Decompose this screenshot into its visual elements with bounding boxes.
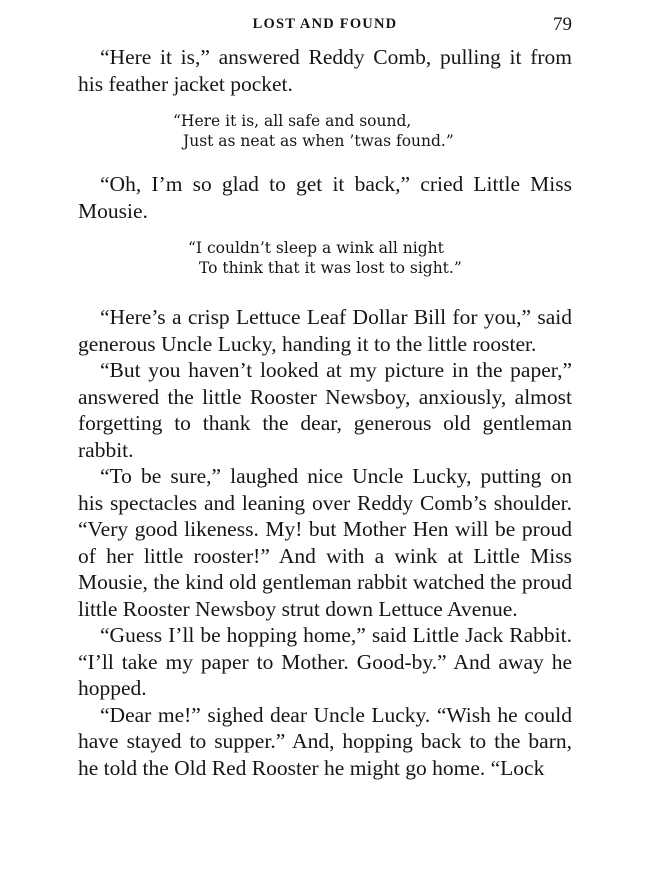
verse-line: Just as neat as when ’twas found.” bbox=[183, 132, 454, 150]
verse bbox=[78, 238, 572, 278]
verse bbox=[78, 111, 572, 151]
paragraph: “Oh, I’m so glad to get it back,” cried Little Miss Mousie. bbox=[78, 172, 572, 223]
verse-line: To think that it was lost to sight.” bbox=[199, 259, 462, 277]
running-head: LOST AND FOUND bbox=[252, 16, 398, 32]
paragraph: “Dear me!” sighed dear Uncle Lucky. “Wish he could have stayed to supper.” And, hopping back to the barn, he told the Old Red Rooster he might go home. “Lock bbox=[78, 702, 572, 780]
verse-line: “I couldn’t sleep a wink all night bbox=[188, 239, 444, 257]
verse-line: “Here it is, all safe and sound, bbox=[173, 112, 412, 130]
paragraph: “But you haven’t looked at my picture in the paper,” answered the little Rooster Newsboy, anxiously, almost forgetting to thank the dear, generous old gentleman rabbit. bbox=[78, 358, 572, 462]
paragraph: “Here’s a crisp Lettuce Leaf Dollar Bill for you,” said generous Uncle Lucky, handing it to the little rooster. bbox=[78, 305, 572, 356]
paragraph: “To be sure,” laughed nice Uncle Lucky, putting on his spectacles and leaning over Reddy Comb’s shoulder. “Very good likeness. My! but Mother Hen will be proud of her little rooster!” And with a wink at Little Miss Mousie, the kind old gentleman rabbit watched the proud little Rooster Newsboy strut down Lettuce Avenue. bbox=[78, 464, 572, 621]
page-number: 79 bbox=[553, 14, 572, 35]
body-text bbox=[78, 44, 572, 781]
paragraph: “Guess I’ll be hopping home,” said Little Jack Rabbit. “I’ll take my paper to Mother. Good-by.” And away he hopped. bbox=[78, 623, 572, 700]
page-header bbox=[78, 16, 572, 38]
paragraph: “Here it is,” answered Reddy Comb, pulling it from his feather jacket pocket. bbox=[78, 45, 572, 96]
